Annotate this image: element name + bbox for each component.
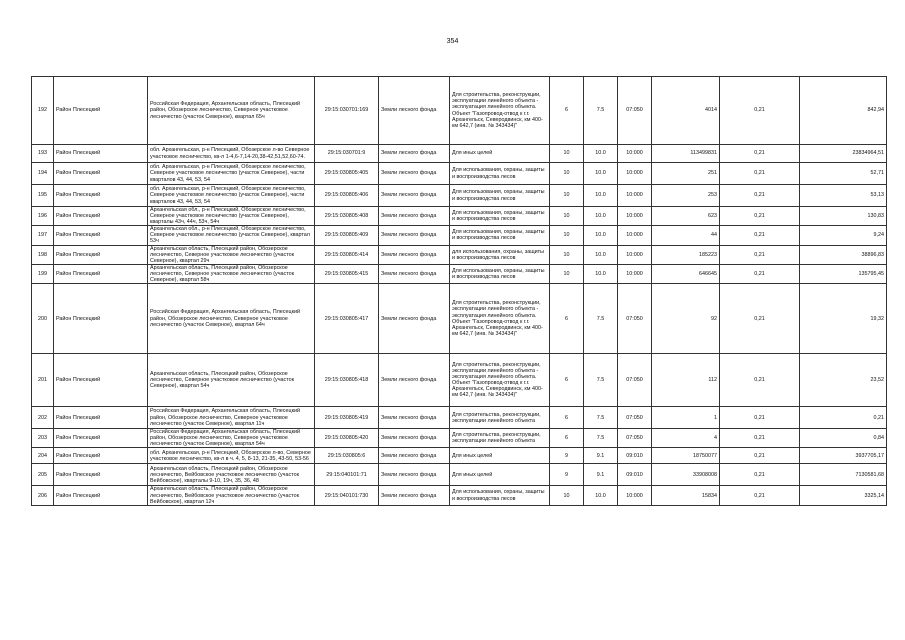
code-group-cell: 10 [550,145,584,163]
rate-cell: 0,21 [720,207,800,226]
row-number-cell: 192 [32,77,54,145]
area-cell: 4 [652,429,720,448]
district-cell: Район Плесецкий [54,486,148,505]
location-cell: Российская Федерация, Архангельская область, Плесецкий район, Обозерское лесничество, Северное участковое лесничество (участок Северное), квартал 11ч [148,407,315,429]
code-group-cell: 10 [550,264,584,283]
permitted-use-cell: Для использования, охраны, защиты и воспроизводства лесов [450,163,550,185]
code-group-cell: 9 [550,448,584,464]
code-cell: 10:000 [618,245,652,264]
row-number-cell: 199 [32,264,54,283]
code-subgroup-cell: 9.1 [584,464,618,486]
land-category-cell: Земли лесного фонда [379,264,450,283]
permitted-use-cell: Для использования, охраны, защиты и воспроизводства лесов [450,207,550,226]
area-cell: 251 [652,163,720,185]
row-number-cell: 206 [32,486,54,505]
permitted-use-cell: Для строительства, реконструкции, эксплуатации линейного объекта - эксплуатация линейного объекта. Объект "Газопровод-отвод к г.г. Архангельск, Северодвинск, км 400-км 642,7 (инв. № 343434)" [450,354,550,407]
row-number-cell: 200 [32,284,54,354]
district-cell: Район Плесецкий [54,226,148,245]
value-cell: 53,13 [800,185,887,207]
value-cell: 135795,45 [800,264,887,283]
value-cell: 38896,83 [800,245,887,264]
value-cell: 0,84 [800,429,887,448]
area-cell: 1 [652,407,720,429]
code-cell: 10:000 [618,145,652,163]
location-cell: Архангельская область, Плесецкий район, Обозерское лесничество, Вейбовское участковое лесничество (участок Вейбовское), кварталы 9-10, 19ч, 35, 36, 48 [148,464,315,486]
row-number-cell: 202 [32,407,54,429]
row-number-cell: 194 [32,163,54,185]
value-cell: 3325,14 [800,486,887,505]
code-cell: 10:000 [618,185,652,207]
rate-cell: 0,21 [720,464,800,486]
value-cell: 130,83 [800,207,887,226]
land-category-cell: Земли лесного фонда [379,207,450,226]
code-cell: 10:000 [618,226,652,245]
district-cell: Район Плесецкий [54,464,148,486]
location-cell: Архангельская обл., р-н Плесецкий, Обозерское лесничество, Северное участковое лесничество (участок Северное), кварталы 43ч, 44ч, 53ч, 54ч [148,207,315,226]
district-cell: Район Плесецкий [54,284,148,354]
district-cell: Район Плесецкий [54,448,148,464]
table-row [32,245,887,264]
code-group-cell: 10 [550,185,584,207]
land-category-cell: Земли лесного фонда [379,226,450,245]
location-cell: обл. Архангельская, р-н Плесецкий, Обозерское л-во Северное участковое лесничество, кв-л 1-4,6-7,14-20,38-42,51,52,60-74. [148,145,315,163]
location-cell: Архангельская область, Плесецкий район, Обозерское лесничество, Вейбовское участковое лесничество (участок Вейбовское), квартал 12ч [148,486,315,505]
code-subgroup-cell: 7.5 [584,429,618,448]
table-row [32,77,887,145]
rate-cell: 0,21 [720,429,800,448]
permitted-use-cell: Для строительства, реконструкции, эксплуатации линейного объекта - эксплуатация линейного объекта. Объект "Газопровод-отвод к г.г. Архангельск, Северодвинск, км 400-км 642,7 (инв. № 343434)" [450,77,550,145]
area-cell: 44 [652,226,720,245]
code-subgroup-cell: 7.5 [584,407,618,429]
row-number-cell: 193 [32,145,54,163]
rate-cell: 0,21 [720,77,800,145]
area-cell: 646645 [652,264,720,283]
code-group-cell: 6 [550,407,584,429]
land-category-cell: Земли лесного фонда [379,407,450,429]
area-cell: 253 [652,185,720,207]
cadastral-number-cell: 29:15:030805:420 [315,429,379,448]
value-cell: 23834964,51 [800,145,887,163]
location-cell: обл. Архангельская, р-н Плесецкий, Обозерское л-во, Северное участковое лесничество, кв-л в ч. 4, 5, 8-13, 21-35, 43-50, 53-56 [148,448,315,464]
row-number-cell: 204 [32,448,54,464]
code-cell: 07:050 [618,284,652,354]
area-cell: 113499831 [652,145,720,163]
row-number-cell: 198 [32,245,54,264]
district-cell: Район Плесецкий [54,77,148,145]
area-cell: 33908008 [652,464,720,486]
permitted-use-cell: для использования, охраны, защиты и воспроизводства лесов [450,245,550,264]
district-cell: Район Плесецкий [54,245,148,264]
permitted-use-cell: Для иных целей [450,448,550,464]
location-cell: Российская Федерация, Архангельская область, Плесецкий район, Обозерское лесничество, Северное участковое лесничество (участок Северное), квартал 64ч [148,284,315,354]
rate-cell: 0,21 [720,284,800,354]
location-cell: обл. Архангельская, р-н Плесецкий, Обозерское лесничество, Северное участковое лесничество (участок Северное), части кварталов 43, 44, 53, 54 [148,163,315,185]
land-category-cell: Земли лесного фонда [379,163,450,185]
cadastral-number-cell: 29:15:030805:406 [315,185,379,207]
table-row [32,145,887,163]
row-number-cell: 197 [32,226,54,245]
permitted-use-cell: Для использования, охраны, защиты и воспроизводства лесов [450,226,550,245]
code-group-cell: 9 [550,464,584,486]
permitted-use-cell: Для строительства, реконструкции, эксплуатации линейного объекта - эксплуатация линейного объекта. Объект "Газопровод-отвод к г.г. Архангельск, Северодвинск, км 400-км 642,7 (инв. № 343434)" [450,284,550,354]
permitted-use-cell: Для строительства, реконструкции, эксплуатации линейного объекта [450,429,550,448]
cadastral-number-cell: 29:15:030701:9 [315,145,379,163]
page-number: 354 [446,38,459,45]
code-cell: 07:050 [618,354,652,407]
permitted-use-cell: Для иных целей [450,464,550,486]
row-number-cell: 195 [32,185,54,207]
code-subgroup-cell: 7.5 [584,354,618,407]
location-cell: Архангельская область, Плесецкий район, Обозерское лесничество, Северное участковое лесничество (участок Северное), квартал 58ч [148,264,315,283]
table-row [32,207,887,226]
code-cell: 10:000 [618,486,652,505]
code-subgroup-cell: 10.0 [584,245,618,264]
code-group-cell: 10 [550,226,584,245]
cadastral-number-cell: 29:15:030805:405 [315,163,379,185]
land-category-cell: Земли лесного фонда [379,486,450,505]
rate-cell: 0,21 [720,163,800,185]
area-cell: 112 [652,354,720,407]
code-cell: 10:000 [618,207,652,226]
district-cell: Район Плесецкий [54,207,148,226]
cadastral-number-cell: 29:15:030805:418 [315,354,379,407]
rate-cell: 0,21 [720,407,800,429]
permitted-use-cell: Для строительства, реконструкции, эксплуатации линейного объекта [450,407,550,429]
code-subgroup-cell: 10.0 [584,145,618,163]
area-cell: 92 [652,284,720,354]
code-subgroup-cell: 10.0 [584,226,618,245]
cadastral-number-cell: 29:15:030805:417 [315,284,379,354]
code-group-cell: 6 [550,429,584,448]
permitted-use-cell: Для иных целей [450,145,550,163]
table-row [32,486,887,505]
table-row [32,185,887,207]
rate-cell: 0,21 [720,145,800,163]
area-cell: 4014 [652,77,720,145]
code-group-cell: 10 [550,163,584,185]
table-row [32,226,887,245]
code-group-cell: 10 [550,207,584,226]
value-cell: 3937705,17 [800,448,887,464]
table-row [32,464,887,486]
rate-cell: 0,21 [720,448,800,464]
cadastral-number-cell: 29:15:040101:730 [315,486,379,505]
table-row [32,354,887,407]
cadastral-number-cell: 29:15:030805:414 [315,245,379,264]
rate-cell: 0,21 [720,354,800,407]
location-cell: Российская Федерация, Архангельская область, Плесецкий район, Обозерское лесничество, Северное участковое лесничество (участок Северное), квартал 54ч [148,429,315,448]
code-subgroup-cell: 7.5 [584,284,618,354]
table-body [32,77,887,506]
code-cell: 07:050 [618,77,652,145]
code-group-cell: 6 [550,77,584,145]
area-cell: 15834 [652,486,720,505]
code-cell: 10:000 [618,264,652,283]
value-cell: 23,52 [800,354,887,407]
rate-cell: 0,21 [720,185,800,207]
rate-cell: 0,21 [720,245,800,264]
row-number-cell: 203 [32,429,54,448]
location-cell: обл. Архангельская, р-н Плесецкий, Обозерское лесничество, Северное участковое лесничество (участок Северное), части кварталов 43, 44, 53, 54 [148,185,315,207]
land-category-cell: Земли лесного фонда [379,77,450,145]
location-cell: Архангельская область, Плесецкий район, Обозерское лесничество, Северное участковое лесничество (участок Северное), квартал 29ч [148,245,315,264]
code-group-cell: 10 [550,486,584,505]
land-category-cell: Земли лесного фонда [379,185,450,207]
code-cell: 10:000 [618,163,652,185]
land-plots-table [31,76,887,506]
district-cell: Район Плесецкий [54,354,148,407]
cadastral-number-cell: 29:15:030701:169 [315,77,379,145]
rate-cell: 0,21 [720,226,800,245]
row-number-cell: 196 [32,207,54,226]
value-cell: 52,71 [800,163,887,185]
location-cell: Архангельская обл., р-н Плесецкий, Обозерское лесничество, Северное участковое лесничество (участок Северное), квартал 53ч [148,226,315,245]
code-cell: 09:010 [618,464,652,486]
land-category-cell: Земли лесного фонда [379,284,450,354]
location-cell: Архангельская область, Плесецкий район, Обозерское лесничество, Северное участковое лесничество (участок Северное), квартал 54ч [148,354,315,407]
code-subgroup-cell: 10.0 [584,486,618,505]
row-number-cell: 201 [32,354,54,407]
cadastral-number-cell: 29:15:030805:415 [315,264,379,283]
code-subgroup-cell: 10.0 [584,264,618,283]
area-cell: 18750077 [652,448,720,464]
district-cell: Район Плесецкий [54,429,148,448]
table-row [32,284,887,354]
row-number-cell: 205 [32,464,54,486]
land-category-cell: Земли лесного фонда [379,145,450,163]
code-cell: 07:050 [618,407,652,429]
cadastral-number-cell: 29:15:030805:6 [315,448,379,464]
code-subgroup-cell: 9.1 [584,448,618,464]
value-cell: 9,24 [800,226,887,245]
code-cell: 09:010 [618,448,652,464]
table-row [32,264,887,283]
district-cell: Район Плесецкий [54,407,148,429]
table-row [32,407,887,429]
code-group-cell: 6 [550,354,584,407]
rate-cell: 0,21 [720,264,800,283]
code-group-cell: 10 [550,245,584,264]
code-subgroup-cell: 10.0 [584,163,618,185]
land-category-cell: Земли лесного фонда [379,354,450,407]
table-row [32,163,887,185]
value-cell: 19,32 [800,284,887,354]
code-group-cell: 6 [550,284,584,354]
cadastral-number-cell: 29:15:030805:409 [315,226,379,245]
area-cell: 623 [652,207,720,226]
code-subgroup-cell: 10.0 [584,207,618,226]
value-cell: 842,94 [800,77,887,145]
cadastral-number-cell: 29:15:030805:408 [315,207,379,226]
permitted-use-cell: Для использования, охраны, защиты и воспроизводства лесов [450,264,550,283]
code-subgroup-cell: 7.5 [584,77,618,145]
table-row [32,448,887,464]
code-subgroup-cell: 10.0 [584,185,618,207]
code-cell: 07:050 [618,429,652,448]
rate-cell: 0,21 [720,486,800,505]
cadastral-number-cell: 29:15:030805:419 [315,407,379,429]
district-cell: Район Плесецкий [54,163,148,185]
district-cell: Район Плесецкий [54,264,148,283]
table-row [32,429,887,448]
district-cell: Район Плесецкий [54,185,148,207]
value-cell: 7130581,68 [800,464,887,486]
location-cell: Российская Федерация, Архангельская область, Плесецкий район, Обозерское лесничество, Северное участковое лесничество (участок Северное), квартал 65ч [148,77,315,145]
district-cell: Район Плесецкий [54,145,148,163]
land-category-cell: Земли лесного фонда [379,245,450,264]
permitted-use-cell: Для использования, охраны, защиты и воспроизводства лесов [450,185,550,207]
permitted-use-cell: Для использования, охраны, защиты и воспроизводства лесов [450,486,550,505]
area-cell: 185223 [652,245,720,264]
value-cell: 0,21 [800,407,887,429]
cadastral-number-cell: 29:15:040101:71 [315,464,379,486]
land-category-cell: Земли лесного фонда [379,464,450,486]
land-category-cell: Земли лесного фонда [379,448,450,464]
land-category-cell: Земли лесного фонда [379,429,450,448]
